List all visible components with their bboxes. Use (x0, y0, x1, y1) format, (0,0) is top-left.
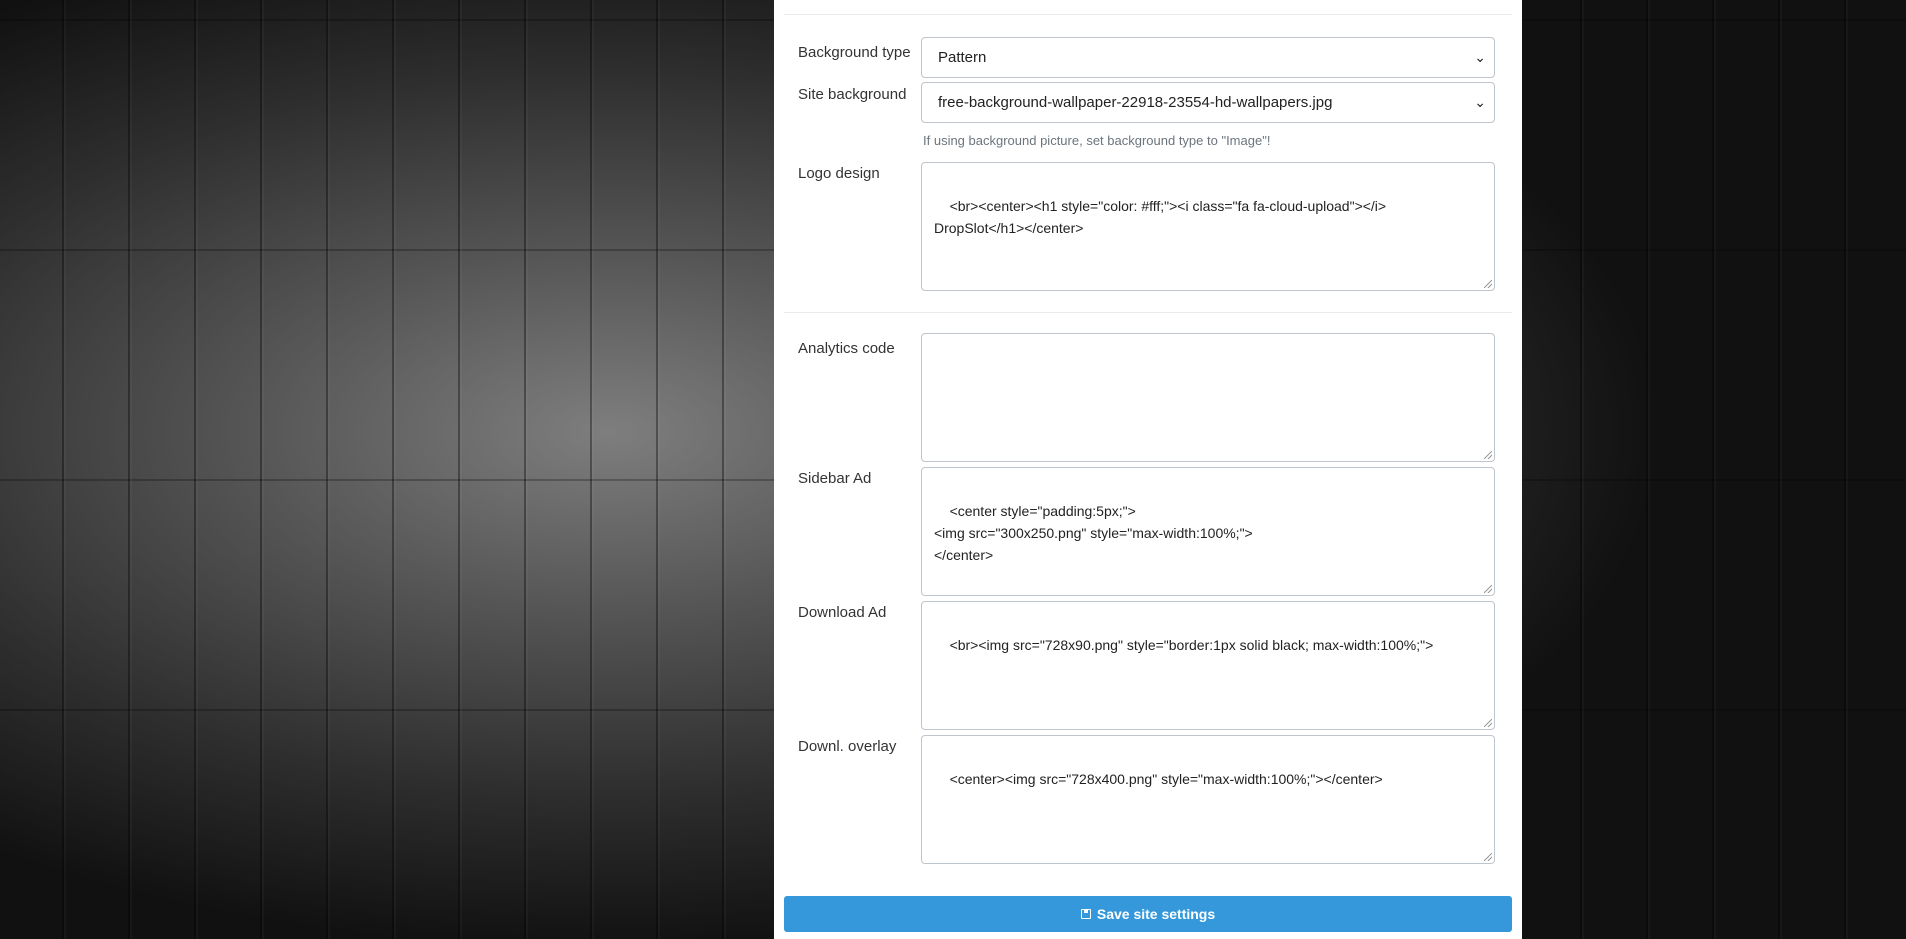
background-type-label: Background type (798, 44, 911, 61)
sidebar-ad-value: <center style="padding:5px;"> <img src="300x250.png" style="max-width:100%;"> </center> (934, 503, 1253, 563)
download-ad-textarea[interactable] (921, 601, 1495, 730)
divider (784, 312, 1512, 313)
resize-handle-icon[interactable] (1484, 585, 1492, 593)
site-background-select[interactable] (921, 82, 1495, 123)
sidebar-ad-label: Sidebar Ad (798, 470, 872, 487)
chevron-down-icon: ⌄ (1474, 94, 1486, 110)
settings-panel (774, 0, 1522, 939)
download-overlay-textarea[interactable] (921, 735, 1495, 864)
sidebar-ad-textarea[interactable] (921, 467, 1495, 596)
background-type-value: Pattern (938, 49, 987, 66)
download-ad-label: Download Ad (798, 604, 887, 621)
floppy-disk-icon (1081, 909, 1091, 919)
logo-design-value: <br><center><h1 style="color: #fff;"><i class="fa fa-cloud-upload"></i> DropSlot</h1></center> (934, 198, 1387, 236)
download-ad-value: <br><img src="728x90.png" style="border:1px solid black; max-width:100%;"> (949, 637, 1434, 653)
divider (784, 14, 1512, 15)
background-type-select[interactable] (921, 37, 1495, 78)
site-background-help: If using background picture, set background type to "Image"! (923, 133, 1271, 148)
analytics-code-textarea[interactable] (921, 333, 1495, 462)
analytics-code-label: Analytics code (798, 340, 895, 357)
site-background-label: Site background (798, 86, 907, 103)
save-button-label: Save site settings (1096, 906, 1216, 922)
download-overlay-label: Downl. overlay (798, 738, 897, 755)
chevron-down-icon: ⌄ (1474, 49, 1486, 65)
logo-design-textarea[interactable] (921, 162, 1495, 291)
download-overlay-value: <center><img src="728x400.png" style="max-width:100%;"></center> (949, 771, 1383, 787)
resize-handle-icon[interactable] (1484, 719, 1492, 727)
site-background-value: free-background-wallpaper-22918-23554-hd-wallpapers.jpg (938, 94, 1333, 111)
save-site-settings-button[interactable] (784, 896, 1512, 932)
logo-design-label: Logo design (798, 165, 880, 182)
resize-handle-icon[interactable] (1484, 280, 1492, 288)
resize-handle-icon[interactable] (1484, 451, 1492, 459)
resize-handle-icon[interactable] (1484, 853, 1492, 861)
